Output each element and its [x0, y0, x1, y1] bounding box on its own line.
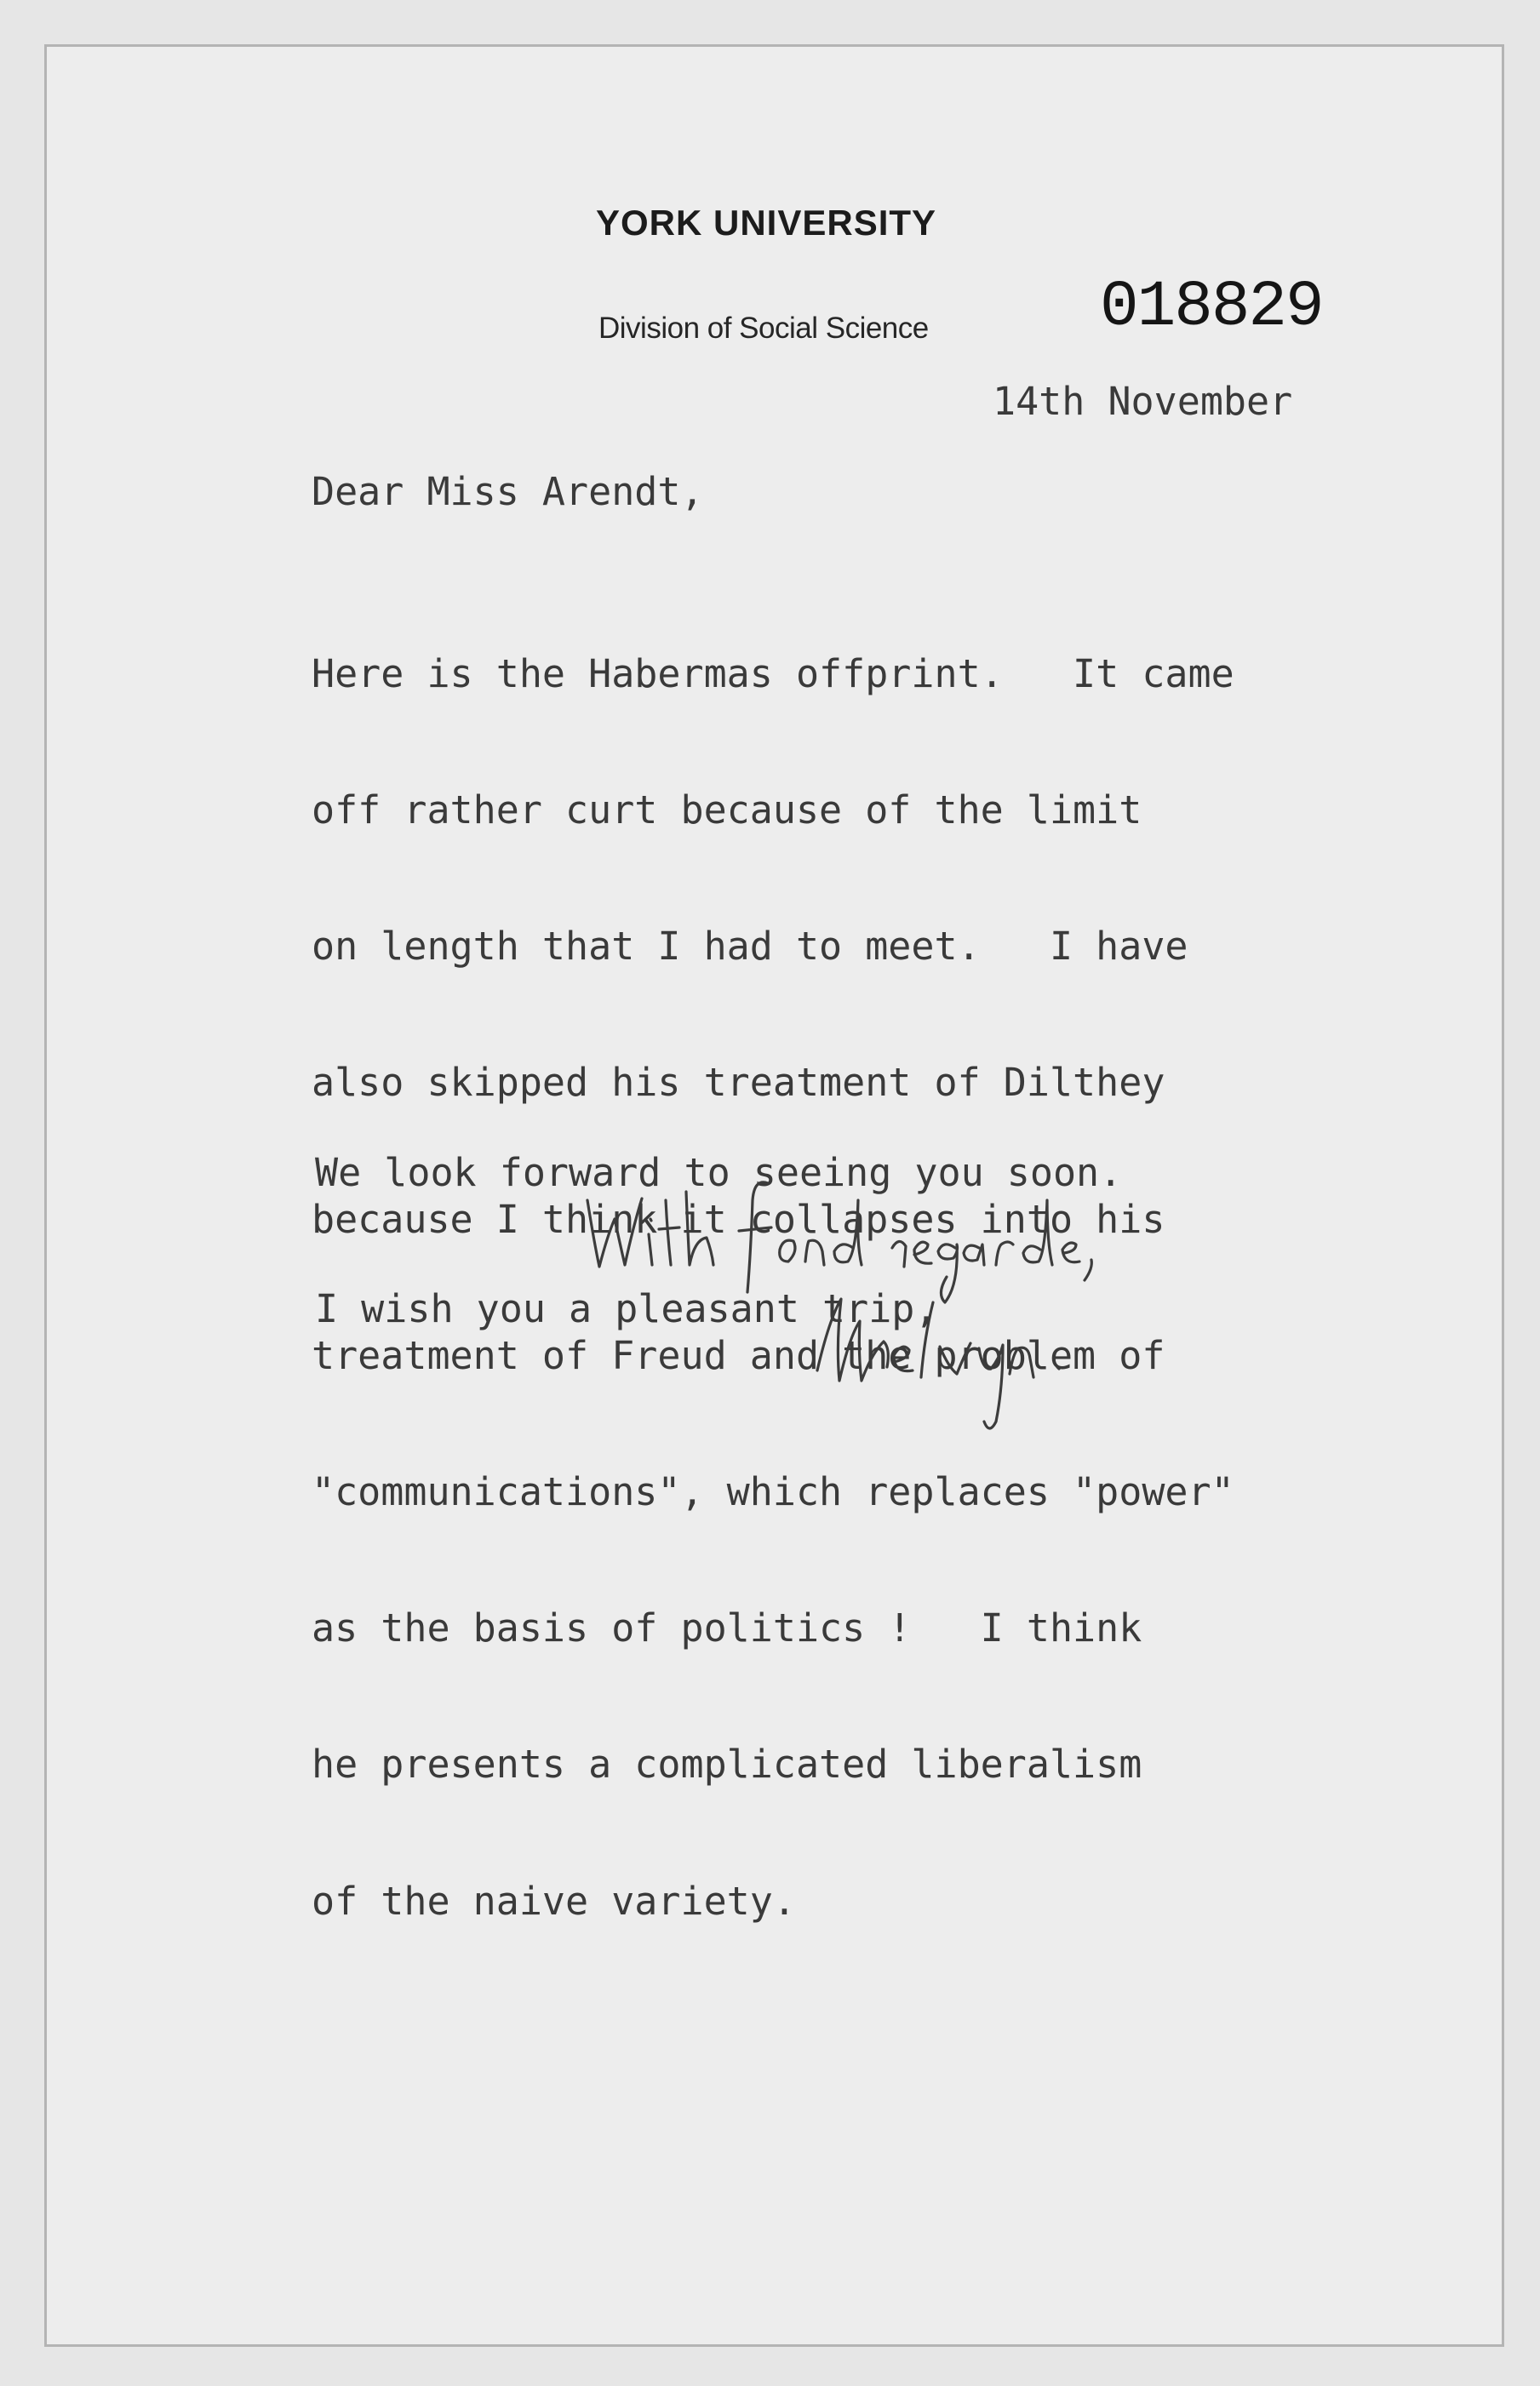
- letterhead-division: Division of Social Science: [598, 312, 929, 345]
- signature-drawing: [570, 1166, 1183, 1447]
- body-line: Here is the Habermas offprint. It came: [312, 650, 1234, 696]
- body-line: also skipped his treatment of Dilthey: [312, 1060, 1165, 1106]
- body-line: "communications", which replaces "power": [312, 1469, 1234, 1515]
- closing-line: We look forward to seeing you soon.: [315, 1149, 1123, 1195]
- letter-date: 14th November: [993, 379, 1293, 424]
- body-line: of the naive variety.: [312, 1878, 796, 1924]
- handwritten-signature: [570, 1166, 1183, 1447]
- body-line: as the basis of politics ! I think: [312, 1605, 1142, 1651]
- body-line: because I think it collapses into his: [312, 1196, 1165, 1242]
- letterhead-institution: YORK UNIVERSITY: [596, 203, 937, 243]
- archive-stamp-number: 018829: [1100, 271, 1323, 344]
- body-line: off rather curt because of the limit: [312, 787, 1142, 833]
- body-line: treatment of Freud and the problem of: [312, 1332, 1165, 1378]
- body-line: on length that I had to meet. I have: [312, 924, 1188, 970]
- body-line: he presents a complicated liberalism: [312, 1742, 1142, 1788]
- salutation: Dear Miss Arendt,: [312, 469, 704, 514]
- closing-line: I wish you a pleasant trip,: [315, 1286, 938, 1332]
